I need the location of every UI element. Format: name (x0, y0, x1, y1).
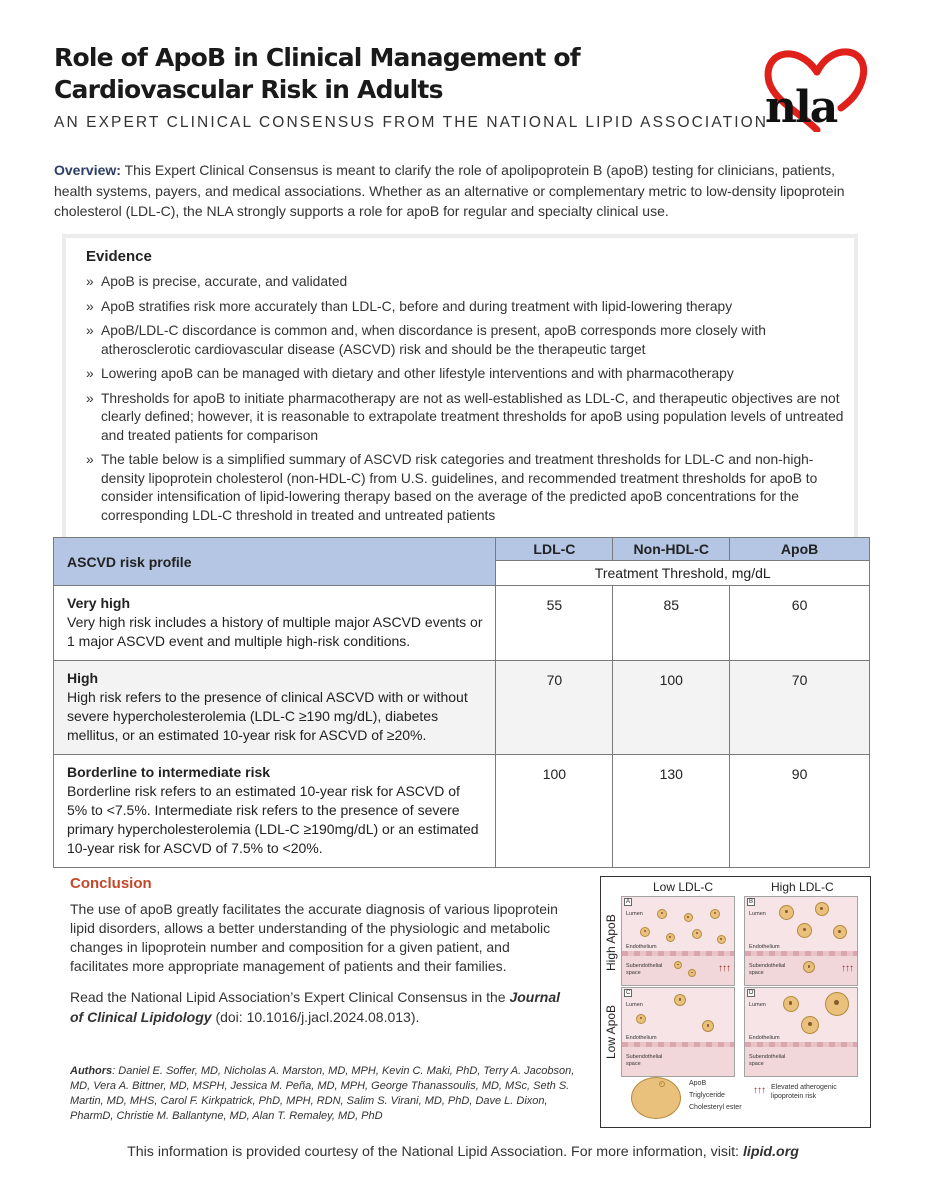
lumen-label: Lumen (626, 1002, 643, 1008)
overview-text: This Expert Clinical Consensus is meant to clarify the role of apolipoprotein B (apoB) testing for clinicians, patients, health systems, payers, and medical associations. Whether as an alternative or complementary metric to low-density lipoprotein cholesterol (LDL-C), the NLA strongly supports a role for apoB for regular and specialty clinical use. (54, 162, 845, 219)
figure-panel-a (621, 896, 735, 986)
page-title: Role of ApoB in Clinical Management of Cardiovascular Risk in Adults (54, 43, 580, 104)
endothelium-label: Endothelium (749, 1035, 780, 1041)
evidence-item: » The table below is a simplified summary of ASCVD risk categories and treatment thresholds for LDL-C and non-high-density lipoprotein cholesterol (non-HDL-C) from U.S. guidelines, and recommended treatment thresholds for apoB to consider intensification of lipid-lowering therapy based on the average of the predicted apoB concentrations for the corresponding LDL-C threshold in treated and untreated patients (86, 451, 846, 525)
lipoprotein-figure (600, 876, 871, 1128)
legend-cholesteryl-ester: Cholesteryl ester (689, 1104, 742, 1111)
table-row (54, 586, 870, 661)
row-description: High risk refers to the presence of clinical ASCVD with or without severe hypercholesterolemia (LDL-C ≥190 mg/dL), diabetes mellitus, or an estimated 10-year risk for ASCVD of ≥20%. (67, 689, 468, 743)
read-more-text (70, 987, 570, 1027)
lipoprotein-particle (833, 925, 847, 939)
space-label: space (626, 1061, 641, 1067)
cell-ldl: 55 (496, 586, 613, 661)
subendothelial-label: Subendothelial (626, 963, 663, 969)
cell-nonhdl: 130 (613, 755, 730, 868)
panel-label: A (626, 899, 631, 905)
footer (0, 1144, 926, 1160)
evidence-item: » ApoB stratifies risk more accurately than LDL-C, before and during treatment with lipid-lowering therapy (86, 298, 846, 317)
evidence-item: » Thresholds for apoB to initiate pharmacotherapy are not as well-established as LDL-C, and therapeutic objectives are not clearly defined; however, it is reasonable to extrapolate treatment thresholds for apoB using population levels of untreated and treated patients for comparison (86, 390, 846, 446)
evidence-item: » ApoB/LDL-C discordance is common and, when discordance is present, apoB corresponds more closely with atherosclerotic cardiovascular disease (ASCVD) risk and should be the therapeutic target (86, 322, 846, 359)
space-label: space (749, 1061, 764, 1067)
table-header-apob: ApoB (730, 538, 870, 561)
conclusion-title: Conclusion (70, 875, 152, 892)
lumen-label: Lumen (749, 911, 766, 917)
evidence-item: » Lowering apoB can be managed with dietary and other lifestyle interventions and with pharmacotherapy (86, 365, 846, 384)
row-description: Borderline risk refers to an estimated 10-year risk for ASCVD of 5% to <7.5%. Intermediate risk refers to the presence of severe primary hypercholesterolemia (LDL-C ≥190mg/dL) or an estimated 10-year risk for ASCVD of 7.5% to <20%. (67, 783, 479, 856)
figure-col-high-ldl: High LDL-C (771, 880, 834, 894)
lipoprotein-particle (803, 961, 815, 973)
table-subheader: Treatment Threshold, mg/dL (496, 561, 870, 586)
conclusion-text: The use of apoB greatly facilitates the accurate diagnosis of various lipoprotein lipid disorders, allows a better understanding of the physiologic and metabolic changes in lipoprotein number and composition for a given patient, and facilitates more appropriate management of patients and their families. (70, 901, 558, 974)
endothelium-label: Endothelium (626, 944, 657, 950)
lipoprotein-particle (815, 902, 829, 916)
cell-apob: 90 (730, 755, 870, 868)
figure-row-low-apob: Low ApoB (604, 1004, 618, 1059)
panel-label: D (749, 990, 754, 996)
lumen-label: Lumen (749, 1002, 766, 1008)
lipoprotein-particle (783, 996, 799, 1012)
space-label: space (749, 970, 764, 976)
risk-threshold-table (53, 537, 870, 868)
overview-label: Overview: (54, 162, 121, 178)
logo-text: nla (765, 82, 837, 132)
authors-paragraph (70, 1064, 590, 1124)
journal-name: Journal of Clinical Lipidology (70, 989, 561, 1025)
space-label: space (626, 970, 641, 976)
lipoprotein-particle (688, 969, 696, 977)
table-header-nonhdl: Non-HDL-C (613, 538, 730, 561)
figure-row-high-apob: High ApoB (604, 914, 618, 971)
row-name: High (67, 670, 99, 686)
lipoprotein-particle (692, 929, 702, 939)
read-prefix: Read the National Lipid Association’s Expert Clinical Consensus in the (70, 989, 510, 1005)
lipoprotein-particle (710, 909, 720, 919)
lipoprotein-particle (779, 905, 794, 920)
read-suffix: (doi: 10.1016/j.jacl.2024.08.013). (211, 1009, 420, 1025)
legend-triglyceride: Triglyceride (689, 1092, 725, 1099)
apob-marker (659, 1081, 665, 1087)
panel-label: C (626, 990, 631, 996)
footer-text: This information is provided courtesy of the National Lipid Association. For more information, visit: (127, 1144, 743, 1160)
lipoprotein-particle (717, 935, 726, 944)
subendothelial-label: Subendothelial (749, 963, 786, 969)
figure-panel-b (744, 896, 858, 986)
table-row (54, 755, 870, 868)
nla-logo-icon (757, 42, 877, 132)
evidence-title: Evidence (86, 248, 152, 265)
lumen-label: Lumen (626, 911, 643, 917)
panel-label: B (749, 899, 754, 905)
lipoprotein-particle (797, 923, 812, 938)
lipoprotein-particle (702, 1020, 714, 1032)
lipoprotein-particle (674, 961, 682, 969)
cell-ldl: 100 (496, 755, 613, 868)
figure-col-low-ldl: Low LDL-C (653, 880, 714, 894)
lipoprotein-particle (684, 913, 693, 922)
lipoprotein-particle (674, 994, 686, 1006)
cell-nonhdl: 100 (613, 661, 730, 755)
footer-link[interactable]: lipid.org (742, 1144, 799, 1160)
risk-arrows-icon: ↑↑↑ (753, 1085, 765, 1096)
table-row (54, 661, 870, 755)
authors-label: Authors (70, 1065, 113, 1077)
lipoprotein-particle (666, 933, 675, 942)
subendothelial-label: Subendothelial (626, 1054, 663, 1060)
figure-panel-d (744, 987, 858, 1077)
risk-arrows-icon: ↑↑↑ (718, 963, 730, 974)
lipoprotein-particle (801, 1016, 819, 1034)
lipoprotein-particle (825, 992, 849, 1016)
row-name: Borderline to intermediate risk (67, 764, 271, 780)
overview-paragraph (54, 160, 874, 222)
row-name: Very high (67, 595, 131, 611)
subendothelial-label: Subendothelial (749, 1054, 786, 1060)
cell-apob: 70 (730, 661, 870, 755)
cell-apob: 60 (730, 586, 870, 661)
endothelium-label: Endothelium (626, 1035, 657, 1041)
row-description: Very high risk includes a history of multiple major ASCVD events or 1 major ASCVD event and multiple high-risk conditions. (67, 614, 483, 649)
legend-risk-line2: lipoprotein risk (771, 1093, 817, 1100)
lipoprotein-particle (657, 909, 667, 919)
cell-nonhdl: 85 (613, 586, 730, 661)
lipoprotein-particle (640, 927, 650, 937)
table-header-profile: ASCVD risk profile (54, 538, 496, 586)
figure-panel-c (621, 987, 735, 1077)
table-header-ldl: LDL-C (496, 538, 613, 561)
authors-text: : Daniel E. Soffer, MD, Nicholas A. Marston, MD, MPH, Kevin C. Maki, PhD, Terry A. Jacobson, MD, Vera A. Bittner, MD, MSPH, Jessica M. Peña, MD, MPH, George Thanassoulis, MD, MSc, Seth S. Martin, MD, MHS, Carol F. Kirkpatrick, PhD, MPH, RDN, Salim S. Virani, MD, PhD, Dave L. Dixon, PharmD, Christie M. Ballantyne, MD, Alan T. Remaley, MD, PhD (70, 1065, 575, 1122)
evidence-item: » ApoB is precise, accurate, and validated (86, 273, 846, 292)
cell-ldl: 70 (496, 661, 613, 755)
risk-arrows-icon: ↑↑↑ (841, 963, 853, 974)
evidence-list (86, 273, 846, 531)
lipoprotein-particle (636, 1014, 646, 1024)
endothelium-label: Endothelium (749, 944, 780, 950)
legend-apob: ApoB (689, 1080, 707, 1087)
legend-risk-line1: Elevated atherogenic (771, 1084, 837, 1091)
page-subtitle: AN EXPERT CLINICAL CONSENSUS FROM THE NATIONAL LIPID ASSOCIATION (54, 114, 769, 131)
lipoprotein-legend-icon (631, 1077, 681, 1119)
